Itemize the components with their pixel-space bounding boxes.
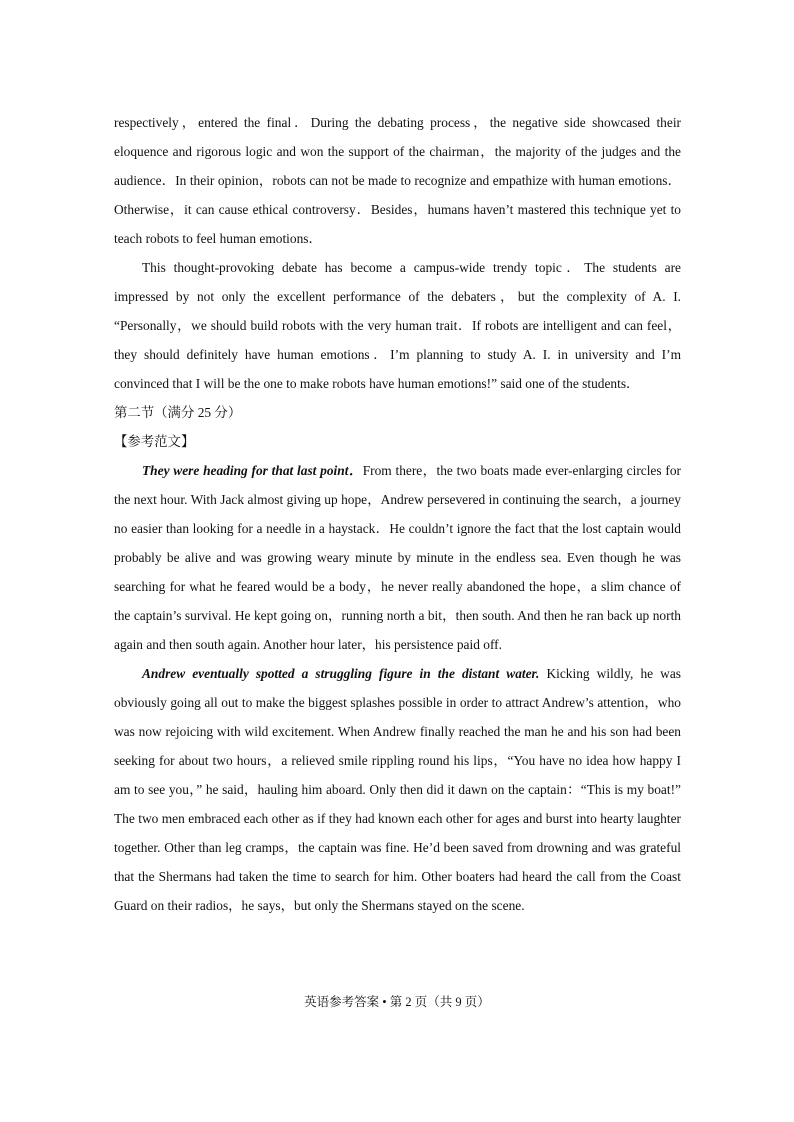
essay-paragraph-2 [114,659,681,920]
essay-paragraph-1 [114,456,681,659]
essay-paragraph-2-lead: Andrew eventually spotted a struggling figure in the distant water. [142,666,540,681]
essay-paragraph-1-lead: They were heading for that last point． [142,463,363,478]
essay-paragraph-1-text: From there，the two boats made ever-enlarging circles for the next hour. With Jack almost giving up hope，Andrew persevered in continuing the search，a journey no easier than looking for a needle in a haystack．He couldn’t ignore the fact that the lost captain would probably be alive and was growing weary minute by minute in the endless sea. Even though he was searching for what he feared would be a body，he never really abandoned the hope，a slim chance of the captain’s survival. He kept going on，running north a bit，then south. And then he ran back up north again and then south again. Another hour later，his persistence paid off. [114,463,681,652]
paragraph-debate-topic: This thought-provoking debate has become a campus-wide trendy topic．The students are impressed by not only the excellent performance of the debaters，but the complexity of A. I. “Personally，we should build robots with the very human trait．If robots are intelligent and can feel，they should definitely have human emotions．I’m planning to study A. I. in university and I’m convinced that I will be the one to make robots have human emotions!” said one of the students． [114,260,681,391]
page-footer: 英语参考答案 • 第 2 页（共 9 页） [304,995,490,1009]
essay-paragraph-2-text: Kicking wildly, he was obviously going all out to make the biggest splashes possible in order to attract Andrew’s attention，who was now rejoicing with wild excitement. When Andrew finally reached the man he and his son had been seeking for about two hours，a relieved smile rippling round his lips，“You have no idea how happy I am to see you，” he said，hauling him aboard. Only then did it dawn on the captain：“This is my boat!” The two men embraced each other as if they had known each other for ages and burst into hearty laughter together. Other than leg cramps，the captain was fine. He’d been saved from drowning and was grateful that the Shermans had taken the time to search for him. Other boaters had heard the call from the Coast Guard on their radios，he says，but only the Shermans stayed on the scene. [114,666,681,913]
reference-label: 【参考范文】 [114,434,195,449]
section-heading: 第二节（满分 25 分） [114,405,242,420]
document-body [114,108,681,920]
paragraph-continuation: respectively，entered the final．During the debating process，the negative side showcased their eloquence and rigorous logic and won the support of the chairman，the majority of the judges and the audience．In their opinion，robots can not be made to recognize and empathize with human emotions．Otherwise，it can cause ethical controversy．Besides，humans haven’t mastered this technique yet to teach robots to feel human emotions． [114,115,681,246]
